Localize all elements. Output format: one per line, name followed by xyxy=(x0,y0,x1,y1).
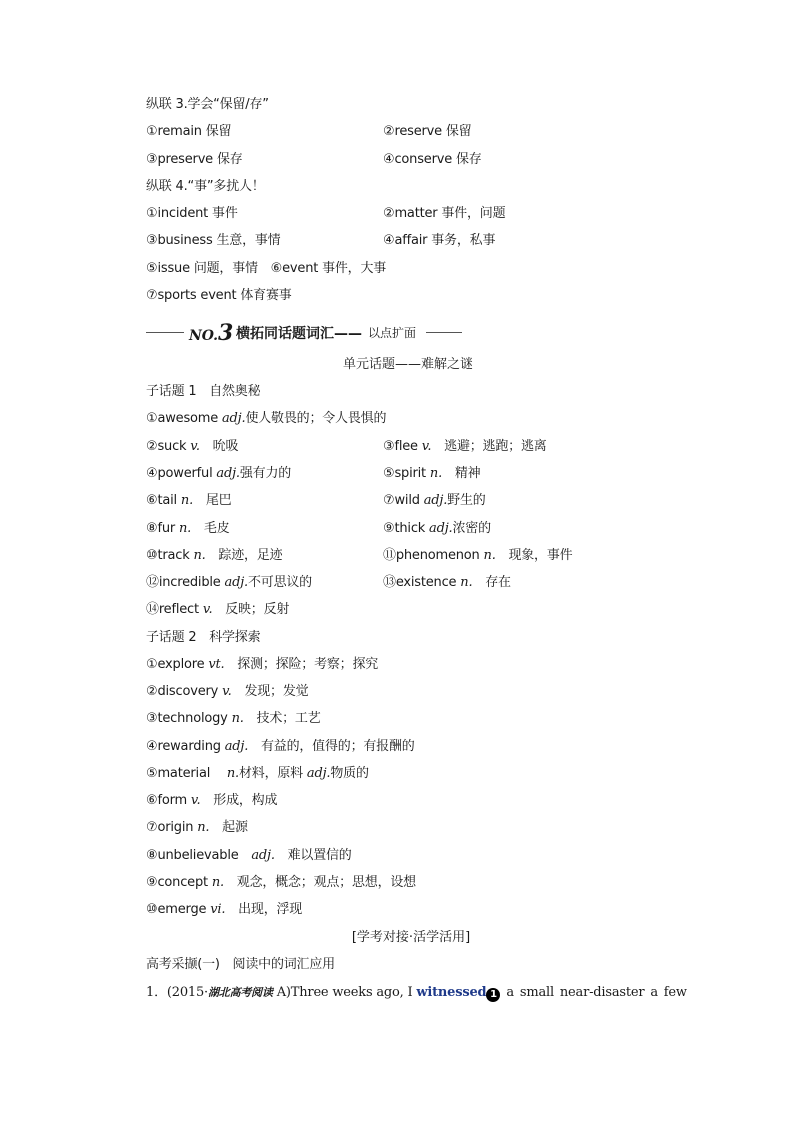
highlighted-word: witnessed xyxy=(416,985,487,1000)
section-bracket-title: [学考对接·活学活用] xyxy=(351,930,471,945)
note-marker: 1 xyxy=(486,988,500,1002)
vocab-item: ①awesome adj.使人敬畏的；令人畏惧的 xyxy=(146,411,387,426)
vocab-item: ⑧unbelievable adj. 难以置信的 xyxy=(146,848,352,863)
vocab-item: ⑨concept n. 观念，概念；观点；思想，设想 xyxy=(146,875,416,890)
vocab-item: ⑬existence n. 存在 xyxy=(383,575,511,590)
vocab-item: ②suck v. 吮吸 xyxy=(146,439,239,454)
vocab-item: ⑧fur n. 毛皮 xyxy=(146,521,230,536)
vocab-item: ④conserve 保存 xyxy=(383,152,482,167)
vocab-item: ⑥tail n. 尾巴 xyxy=(146,493,232,508)
question-1: 1．(2015·湖北高考阅读 A)Three weeks ago, I witnessed 1 a small near-disaster a few xyxy=(146,985,687,1000)
subtopic1-heading: 子话题 1 自然奥秘 xyxy=(146,384,261,399)
vocab-item: ②reserve 保留 xyxy=(383,124,472,139)
vocab-item: ⑤issue 问题，事情 ⑥event 事件，大事 xyxy=(146,261,387,276)
vocab-item: ⑥form v. 形成，构成 xyxy=(146,793,278,808)
vocab-item: ⑩track n. 踪迹，足迹 xyxy=(146,548,283,563)
series4-heading: 纵联 4.“事”多扰人！ xyxy=(146,179,265,194)
vocab-item: ⑤spirit n. 精神 xyxy=(383,466,481,481)
vocab-item: ⑭reflect v. 反映；反射 xyxy=(146,602,290,617)
vocab-item: ⑨thick adj.浓密的 xyxy=(383,521,491,536)
vocab-item: ⑦sports event 体育赛事 xyxy=(146,288,292,303)
vocab-item: ④rewarding adj. 有益的，值得的；有报酬的 xyxy=(146,739,415,754)
vocab-item: ⑪phenomenon n. 现象，事件 xyxy=(383,548,573,563)
series3-heading: 纵联 3.学会“保留/存” xyxy=(146,97,269,112)
banner-number: NO.3 xyxy=(189,320,234,346)
vocab-item: ③technology n. 技术；工艺 xyxy=(146,711,321,726)
vocab-item: ③business 生意，事情 xyxy=(146,233,281,248)
section-banner xyxy=(146,319,466,345)
unit-topic: 单元话题——难解之谜 xyxy=(342,357,473,372)
vocab-item: ②discovery v. 发现；发觉 xyxy=(146,684,309,699)
banner-rule-right xyxy=(426,332,462,333)
banner-title: 横拓同话题词汇—— xyxy=(236,326,362,342)
vocab-item: ①incident 事件 xyxy=(146,206,238,221)
vocab-item: ①explore vt. 探测；探险；考察；探究 xyxy=(146,657,379,672)
vocab-item: ⑫incredible adj.不可思议的 xyxy=(146,575,312,590)
vocab-item: ⑦origin n. 起源 xyxy=(146,820,248,835)
exam-heading: 高考采撷(一) 阅读中的词汇应用 xyxy=(146,957,335,972)
vocab-item: ①remain 保留 xyxy=(146,124,232,139)
banner-rule-left xyxy=(146,332,184,333)
subtopic2-heading: 子话题 2 科学探索 xyxy=(146,630,261,645)
vocab-item: ④affair 事务，私事 xyxy=(383,233,496,248)
banner-subtitle: 以点扩面 xyxy=(368,326,417,340)
vocab-item: ③preserve 保存 xyxy=(146,152,243,167)
vocab-item: ④powerful adj.强有力的 xyxy=(146,466,292,481)
vocab-item: ③flee v. 逃避；逃跑；逃离 xyxy=(383,439,547,454)
vocab-item: ⑤material n.材料，原料 adj.物质的 xyxy=(146,766,369,781)
vocab-item: ②matter 事件，问题 xyxy=(383,206,506,221)
vocab-item: ⑦wild adj.野生的 xyxy=(383,493,486,508)
vocab-item: ⑩emerge vi. 出现，浮现 xyxy=(146,902,303,917)
